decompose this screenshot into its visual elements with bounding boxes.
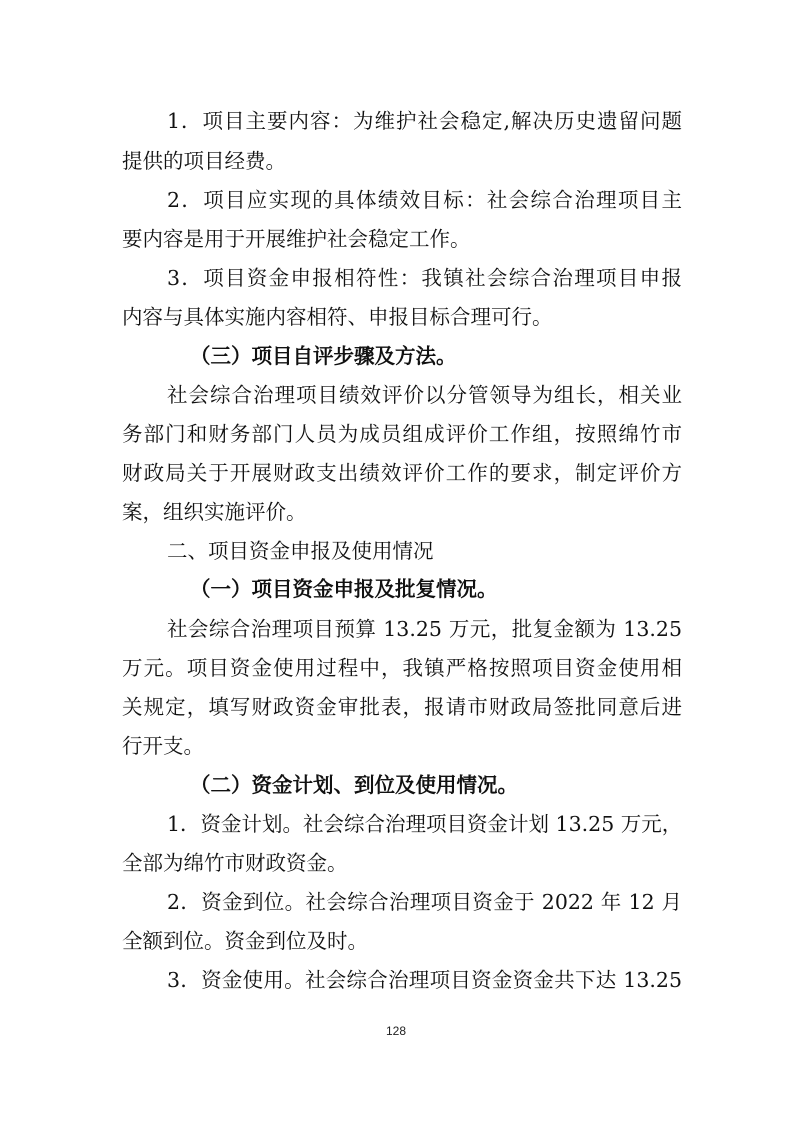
paragraph-line: 社会综合治理项目预算 13.25 万元，批复金额为 13.25	[167, 617, 682, 641]
paragraph-line: 1．项目主要内容：为维护社会稳定,解决历史遗留问题	[167, 109, 682, 133]
paragraph-line: 提供的项目经费。	[122, 149, 286, 173]
paragraph-line: 案，组织实施评价。	[122, 500, 307, 524]
paragraph-line: 务部门和财务部门人员为成员组成评价工作组，按照绵竹市	[122, 422, 682, 446]
paragraph-line: 财政局关于开展财政支出绩效评价工作的要求，制定评价方	[122, 461, 682, 485]
paragraph-line: 关规定，填写财政资金审批表，报请市财政局签批同意后进	[122, 695, 682, 719]
paragraph-line: 3．资金使用。社会综合治理项目资金资金共下达 13.25	[167, 968, 682, 992]
paragraph-line: 社会综合治理项目绩效评价以分管领导为组长，相关业	[167, 383, 682, 407]
paragraph-line: 1．资金计划。社会综合治理项目资金计划 13.25 万元，	[167, 812, 683, 836]
section-heading: （三）项目自评步骤及方法。	[190, 344, 457, 368]
paragraph-line: 内容与具体实施内容相符、申报目标合理可行。	[122, 305, 553, 329]
paragraph-line: 3．项目资金申报相符性：我镇社会综合治理项目申报	[167, 266, 682, 290]
section-heading: 二、项目资金申报及使用情况	[167, 539, 434, 563]
page-number: 128	[385, 1024, 407, 1038]
paragraph-line: 2．项目应实现的具体绩效目标：社会综合治理项目主	[167, 188, 682, 212]
section-heading: （二）资金计划、到位及使用情况。	[190, 773, 518, 797]
section-heading: （一）项目资金申报及批复情况。	[190, 577, 498, 601]
paragraph-line: 要内容是用于开展维护社会稳定工作。	[122, 227, 471, 251]
paragraph-line: 行开支。	[122, 734, 204, 758]
paragraph-line: 全部为绵竹市财政资金。	[122, 851, 348, 875]
paragraph-line: 2．资金到位。社会综合治理项目资金于 2022 年 12 月	[167, 890, 682, 914]
paragraph-line: 全额到位。资金到位及时。	[122, 929, 368, 953]
paragraph-line: 万元。项目资金使用过程中，我镇严格按照项目资金使用相	[122, 656, 682, 680]
